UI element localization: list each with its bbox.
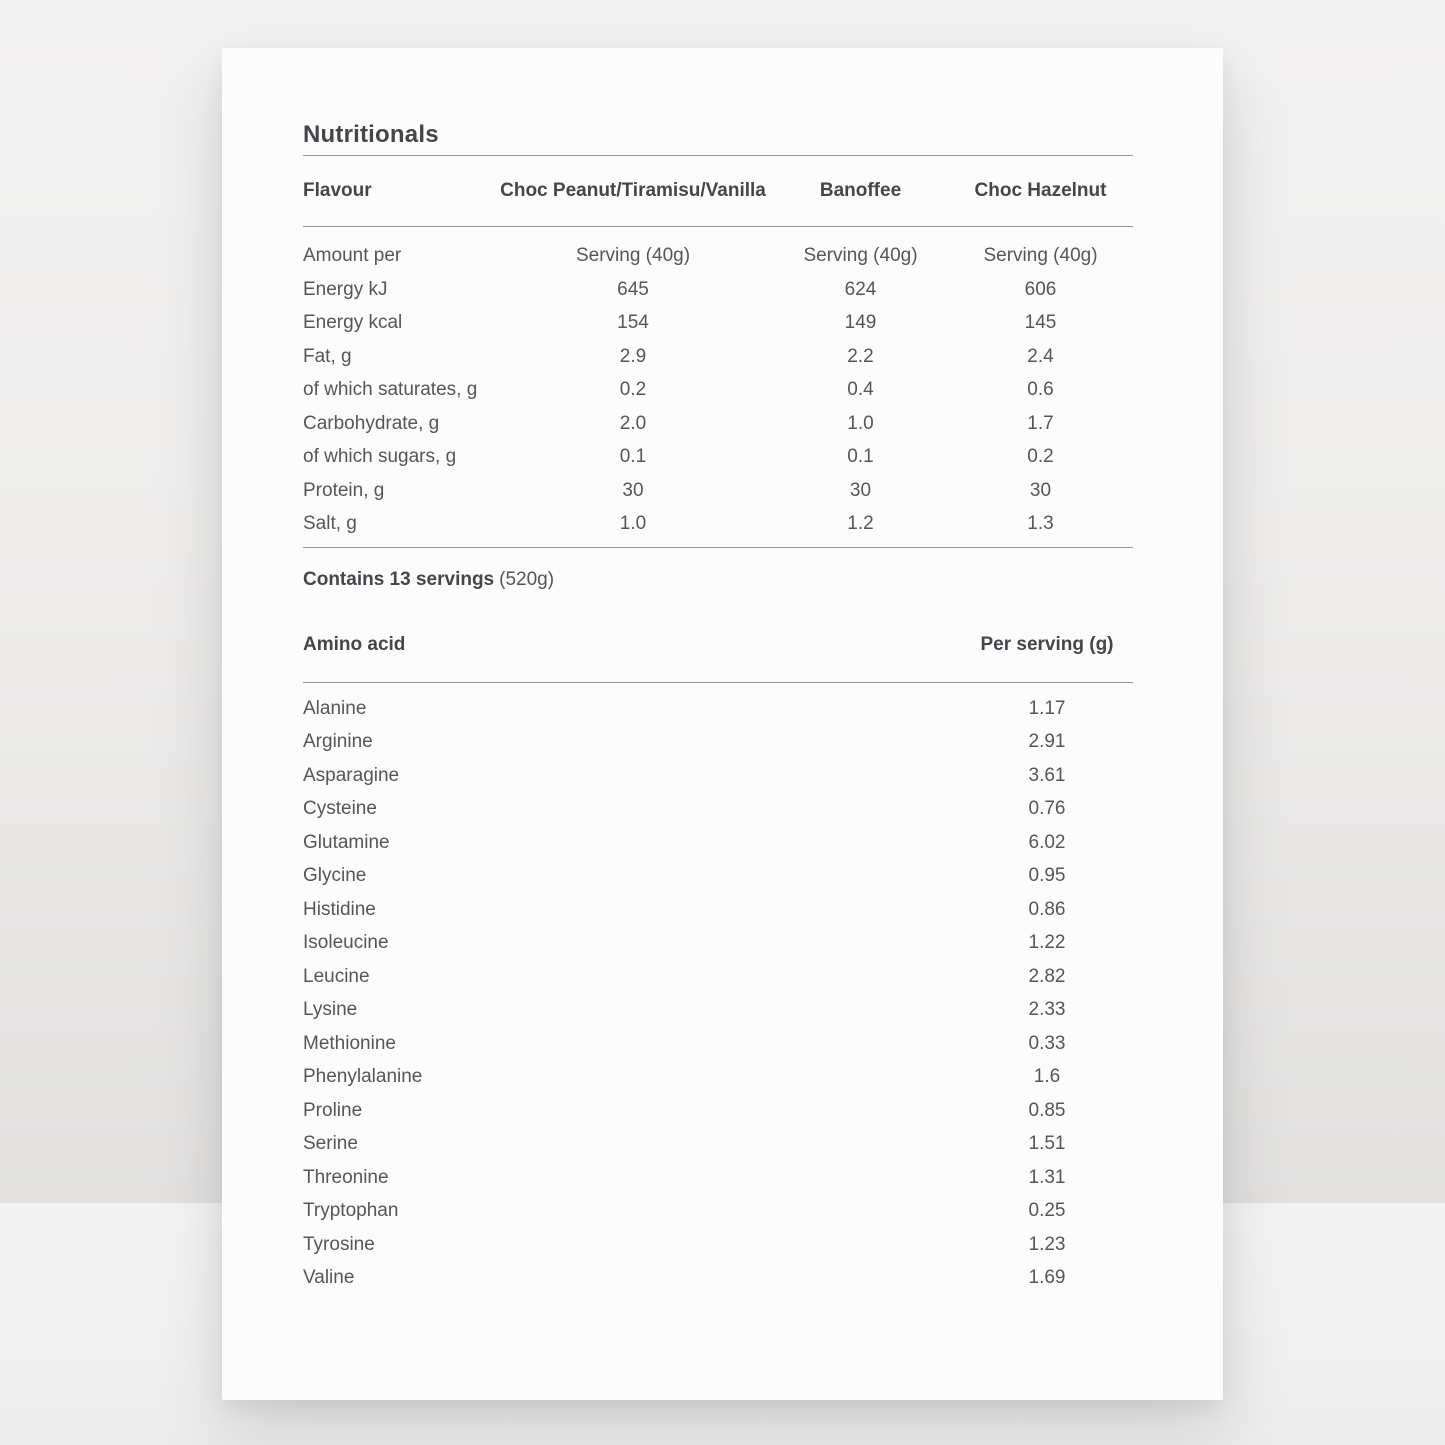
table-row bbox=[303, 1161, 1133, 1195]
servings-note-weight: (520g) bbox=[499, 568, 555, 590]
row-value: 30 bbox=[849, 479, 872, 501]
table-row bbox=[303, 725, 1133, 759]
divider bbox=[303, 547, 1133, 548]
table-row bbox=[303, 759, 1133, 793]
row-value: 0.25 bbox=[1028, 1200, 1066, 1221]
table-row bbox=[303, 859, 1133, 893]
table-row bbox=[303, 1094, 1133, 1128]
row-value: 0.86 bbox=[1028, 898, 1066, 920]
row-label: Lysine bbox=[303, 999, 358, 1020]
row-label: Cysteine bbox=[303, 798, 377, 819]
table-row bbox=[303, 692, 1133, 726]
column-header-banoffee: Banoffee bbox=[819, 180, 902, 201]
table-row bbox=[303, 926, 1133, 960]
row-label: Salt, g bbox=[303, 513, 357, 534]
table-row bbox=[303, 273, 1133, 307]
row-value: 2.33 bbox=[1028, 999, 1066, 1020]
row-value: 645 bbox=[617, 278, 649, 300]
row-label: Carbohydrate, g bbox=[303, 412, 440, 434]
table-row bbox=[303, 993, 1133, 1027]
row-label: Alanine bbox=[303, 697, 367, 719]
column-header-per-serving: Per serving (g) bbox=[980, 633, 1114, 655]
row-value: 1.6 bbox=[1033, 1066, 1061, 1087]
row-value: 1.3 bbox=[1027, 513, 1054, 534]
row-label: Tryptophan bbox=[303, 1200, 399, 1221]
table-row bbox=[303, 306, 1133, 340]
servings-note bbox=[303, 567, 1133, 593]
row-label: Valine bbox=[303, 1267, 355, 1288]
column-header-choc-peanut-tiramisu-vanilla: Choc Peanut/Tiramisu/Vanilla bbox=[500, 180, 766, 201]
table-row bbox=[303, 340, 1133, 374]
row-value: 145 bbox=[1024, 312, 1057, 333]
row-value: 0.2 bbox=[619, 379, 647, 400]
table-row bbox=[303, 826, 1133, 860]
table-row bbox=[303, 474, 1133, 508]
table-row bbox=[303, 1060, 1133, 1094]
row-value: 0.76 bbox=[1028, 798, 1066, 819]
column-header-flavour: Flavour bbox=[303, 180, 372, 201]
table-row bbox=[303, 1228, 1133, 1262]
row-value: 1.0 bbox=[847, 412, 874, 434]
row-label: Threonine bbox=[303, 1166, 389, 1188]
row-label: Energy kcal bbox=[303, 312, 403, 333]
row-value: 624 bbox=[844, 278, 877, 300]
row-value: 1.2 bbox=[847, 513, 874, 534]
row-label: Leucine bbox=[303, 965, 370, 987]
page-title: Nutritionals bbox=[303, 121, 439, 148]
row-label: Proline bbox=[303, 1099, 363, 1121]
row-value: 154 bbox=[617, 312, 649, 333]
table-row bbox=[303, 792, 1133, 826]
row-value: 3.61 bbox=[1028, 764, 1066, 786]
nutritionals-card bbox=[222, 48, 1223, 1400]
row-label: Tyrosine bbox=[303, 1233, 375, 1255]
row-value: 2.91 bbox=[1028, 731, 1066, 752]
row-value: 2.4 bbox=[1027, 345, 1054, 367]
row-value: 30 bbox=[1029, 479, 1052, 501]
table-row bbox=[303, 507, 1133, 541]
column-header-choc-hazelnut: Choc Hazelnut bbox=[974, 180, 1107, 201]
row-value: 1.17 bbox=[1028, 697, 1066, 719]
column-header-amino-acid: Amino acid bbox=[303, 633, 406, 655]
row-label: of which saturates, g bbox=[303, 379, 478, 400]
row-value: 0.95 bbox=[1028, 865, 1066, 886]
row-value: 1.31 bbox=[1028, 1166, 1066, 1188]
row-value: Serving (40g) bbox=[803, 245, 918, 266]
row-label: Glycine bbox=[303, 865, 367, 886]
row-value: 1.23 bbox=[1028, 1233, 1066, 1255]
divider bbox=[303, 226, 1133, 227]
row-label: Energy kJ bbox=[303, 278, 388, 300]
row-value: 1.0 bbox=[619, 513, 647, 534]
row-label: Isoleucine bbox=[303, 932, 389, 953]
row-label: Glutamine bbox=[303, 831, 390, 853]
row-value: 1.69 bbox=[1028, 1267, 1066, 1288]
row-value: 1.22 bbox=[1028, 932, 1066, 953]
row-label: Amount per bbox=[303, 245, 402, 266]
nutrition-table bbox=[303, 239, 1133, 541]
row-value: 0.2 bbox=[1027, 446, 1054, 467]
row-value: 149 bbox=[844, 312, 877, 333]
row-label: Asparagine bbox=[303, 764, 400, 786]
table-row bbox=[303, 960, 1133, 994]
nutrition-table-header bbox=[303, 156, 1133, 226]
row-value: 0.1 bbox=[847, 446, 874, 467]
row-label: Protein, g bbox=[303, 479, 385, 501]
table-row bbox=[303, 1194, 1133, 1228]
row-label: Fat, g bbox=[303, 345, 352, 367]
row-label: Arginine bbox=[303, 731, 373, 752]
row-label: Phenylalanine bbox=[303, 1066, 423, 1087]
amino-table-header bbox=[303, 632, 1133, 658]
amino-table bbox=[303, 692, 1133, 1295]
servings-note-bold: Contains 13 servings bbox=[303, 568, 495, 590]
row-label: Methionine bbox=[303, 1032, 396, 1054]
row-value: 1.51 bbox=[1028, 1133, 1066, 1154]
row-value: 2.2 bbox=[847, 345, 874, 367]
row-value: Serving (40g) bbox=[575, 245, 691, 266]
table-row bbox=[303, 1261, 1133, 1295]
row-value: 2.9 bbox=[619, 345, 647, 367]
row-value: 1.7 bbox=[1027, 412, 1054, 434]
row-value: 0.4 bbox=[847, 379, 874, 400]
divider bbox=[303, 682, 1133, 683]
row-value: 2.0 bbox=[619, 412, 647, 434]
row-value: Serving (40g) bbox=[983, 245, 1098, 266]
row-value: 0.33 bbox=[1028, 1032, 1066, 1054]
table-row bbox=[303, 893, 1133, 927]
row-value: 0.85 bbox=[1028, 1099, 1066, 1121]
row-label: Serine bbox=[303, 1133, 358, 1154]
row-value: 0.1 bbox=[619, 446, 647, 467]
table-row bbox=[303, 1127, 1133, 1161]
row-value: 6.02 bbox=[1028, 831, 1066, 853]
row-value: 606 bbox=[1024, 278, 1057, 300]
row-label: Histidine bbox=[303, 898, 376, 920]
table-row bbox=[303, 440, 1133, 474]
table-row bbox=[303, 373, 1133, 407]
row-value: 30 bbox=[622, 479, 644, 501]
row-value: 2.82 bbox=[1028, 965, 1066, 987]
row-value: 0.6 bbox=[1027, 379, 1054, 400]
table-row bbox=[303, 1027, 1133, 1061]
row-label: of which sugars, g bbox=[303, 446, 457, 467]
table-row bbox=[303, 407, 1133, 441]
table-row bbox=[303, 239, 1133, 273]
